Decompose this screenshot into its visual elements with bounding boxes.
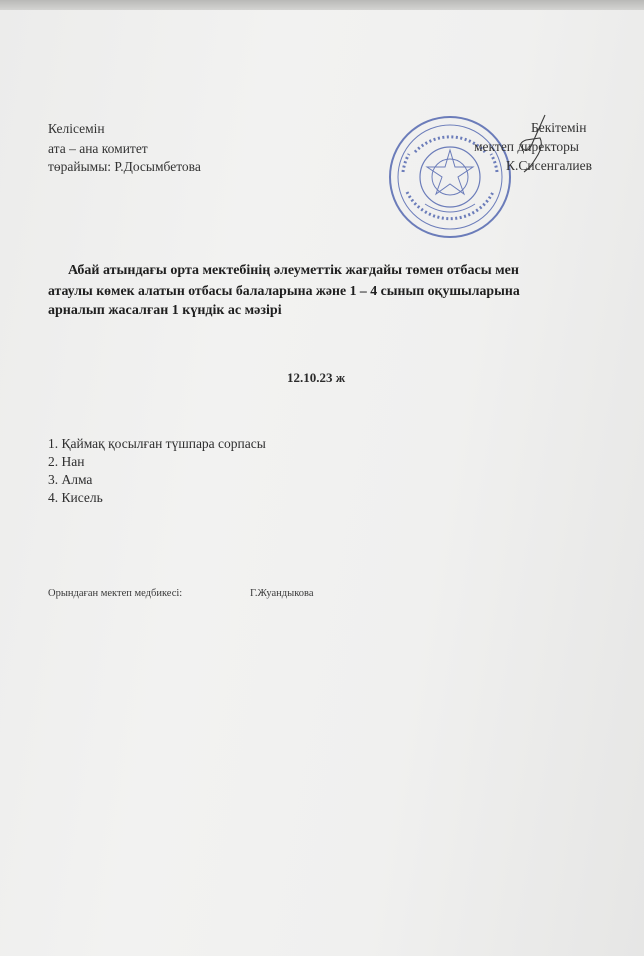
menu-item: 3. Алма bbox=[48, 472, 93, 487]
approval-right-line2: мектеп директоры bbox=[474, 139, 579, 154]
approval-right-line3: К.Сисенгалиев bbox=[506, 158, 592, 173]
approval-left-line2: ата – ана комитет bbox=[48, 141, 148, 156]
approval-left-line3: төрайымы: Р.Досымбетова bbox=[48, 159, 201, 174]
menu-item: 4. Кисель bbox=[48, 490, 103, 505]
top-edge-shadow bbox=[0, 0, 644, 10]
title-line2: атаулы көмек алатын отбасы балаларына және 1 – 4 сынып оқушыларына bbox=[48, 283, 520, 298]
nurse-role-label: Орындаған мектеп медбикесі: bbox=[48, 588, 183, 599]
menu-item: 2. Нан bbox=[48, 454, 85, 469]
title-line1: Абай атындағы орта мектебінің әлеуметтік жағдайы төмен отбасы мен bbox=[68, 263, 519, 278]
nurse-name: Г.Жуандыкова bbox=[250, 588, 314, 599]
menu-item: 1. Қаймақ қосылған түшпара сорпасы bbox=[48, 436, 266, 451]
menu-date: 12.10.23 ж bbox=[287, 370, 346, 385]
approval-left-line1: Келісемін bbox=[48, 121, 105, 136]
approval-right-line1: Бекітемін bbox=[531, 120, 587, 135]
title-line3: арналып жасалған 1 күндік ас мәзірі bbox=[48, 303, 282, 318]
